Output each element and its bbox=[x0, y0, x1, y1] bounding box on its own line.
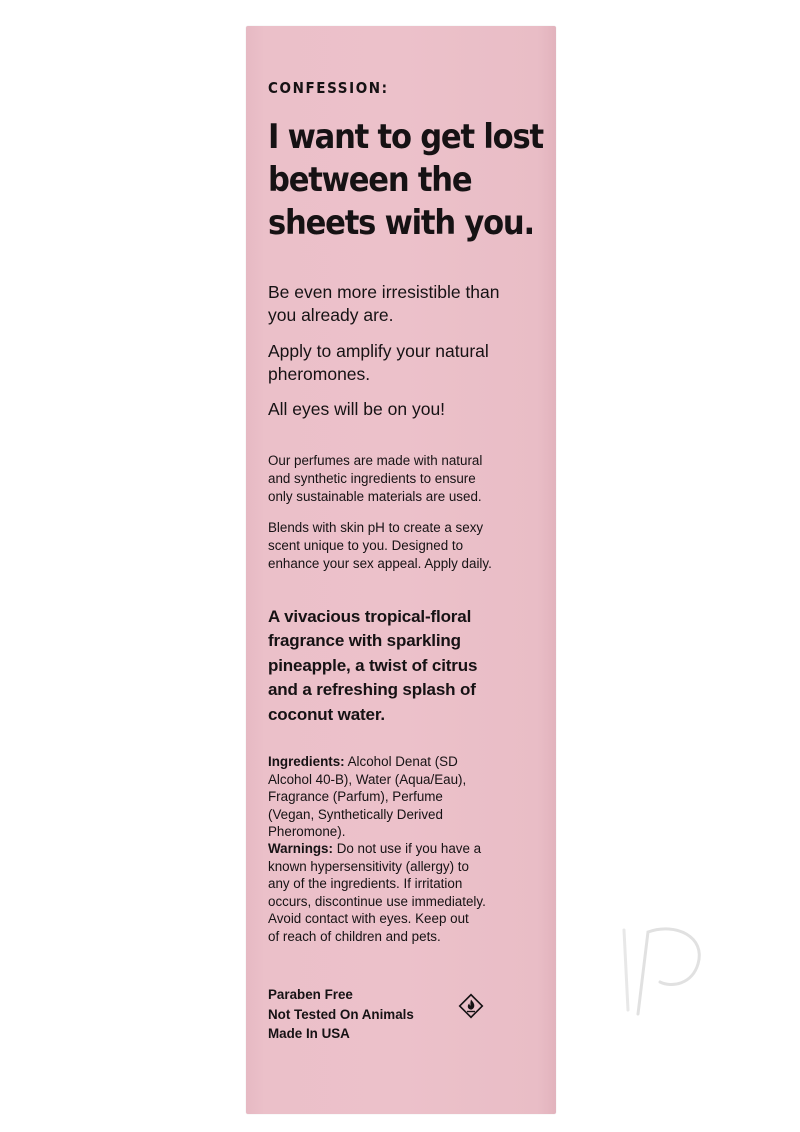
warnings-text: Do not use if you have a bbox=[332, 841, 482, 856]
fragrance-description bbox=[268, 605, 477, 727]
text-line: pheromones. bbox=[268, 364, 371, 384]
warnings-label: Warnings: bbox=[268, 841, 333, 856]
ingredients-text: Alcohol Denat (SD bbox=[344, 754, 458, 769]
eyebrow-label: CONFESSION: bbox=[268, 79, 389, 97]
text-line: fragrance with sparkling bbox=[268, 631, 461, 651]
text-line: A vivacious tropical-floral bbox=[268, 607, 472, 626]
intro-paragraph bbox=[268, 340, 553, 386]
product-claims bbox=[268, 985, 414, 1044]
ingredients-block bbox=[268, 753, 466, 841]
text-line: pineapple, a twist of citrus bbox=[268, 655, 478, 675]
flammable-diamond-icon bbox=[458, 993, 484, 1019]
intro-paragraph bbox=[268, 281, 553, 327]
text-line: Alcohol 40-B), Water (Aqua/Eau), bbox=[268, 771, 467, 787]
text-line: you already are. bbox=[268, 305, 394, 325]
text-line: known hypersensitivity (allergy) to bbox=[268, 858, 469, 874]
headline bbox=[268, 116, 553, 245]
text-line: and synthetic ingredients to ensure bbox=[268, 471, 476, 486]
text-line: Pheromone). bbox=[268, 824, 346, 839]
claim-cruelty-free: Not Tested On Animals bbox=[268, 1006, 414, 1022]
text-line: occurs, discontinue use immediately. bbox=[268, 893, 486, 909]
text-line: scent unique to you. Designed to bbox=[268, 538, 464, 553]
text-line: Blends with skin pH to create a sexy bbox=[268, 520, 484, 535]
text-line: Fragrance (Parfum), Perfume bbox=[268, 789, 443, 804]
text-line: Avoid contact with eyes. Keep out bbox=[268, 911, 469, 926]
claim-paraben-free: Paraben Free bbox=[268, 987, 353, 1002]
text-line bbox=[268, 840, 486, 858]
text-line: coconut water. bbox=[268, 704, 385, 724]
intro-paragraph bbox=[268, 398, 553, 421]
headline-line: sheets with you. bbox=[268, 203, 534, 243]
warnings-block bbox=[268, 840, 486, 945]
text-line: any of the ingredients. If irritation bbox=[268, 876, 463, 891]
text-line: Our perfumes are made with natural bbox=[268, 453, 483, 468]
text-line: All eyes will be on you! bbox=[268, 399, 446, 419]
ingredients-label: Ingredients: bbox=[268, 754, 345, 769]
headline-line: I want to get lost bbox=[268, 117, 543, 157]
body-paragraph bbox=[268, 519, 553, 573]
body-paragraph bbox=[268, 452, 553, 506]
text-line: Apply to amplify your natural bbox=[268, 341, 489, 361]
brand-watermark-p-icon bbox=[606, 912, 716, 1022]
text-line: only sustainable materials are used. bbox=[268, 489, 482, 504]
headline-line: between the bbox=[268, 160, 472, 200]
text-line: and a refreshing splash of bbox=[268, 680, 476, 700]
claim-made-in-usa: Made In USA bbox=[268, 1026, 350, 1041]
text-line: (Vegan, Synthetically Derived bbox=[268, 806, 443, 822]
text-line: Be even more irresistible than bbox=[268, 282, 500, 302]
text-line: of reach of children and pets. bbox=[268, 928, 441, 944]
text-line bbox=[268, 753, 466, 771]
text-line: enhance your sex appeal. Apply daily. bbox=[268, 556, 492, 571]
